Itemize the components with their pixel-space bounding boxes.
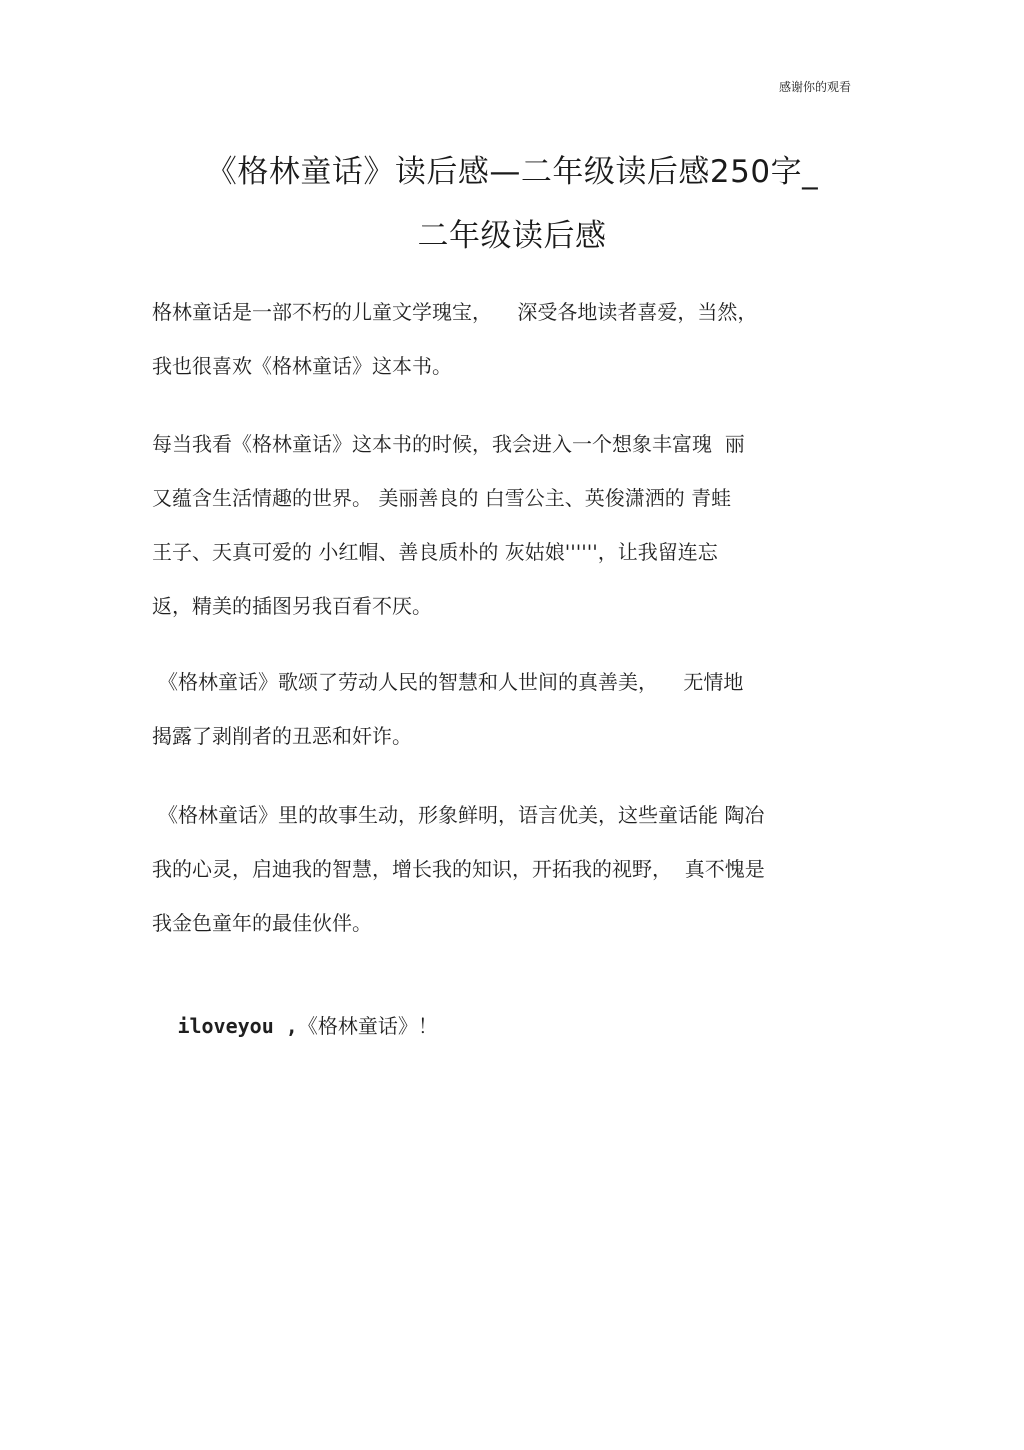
paragraph-line: 王子、天真可爱的 小红帽、善良质朴的 灰姑娘''''''，让我留连忘 <box>152 540 718 564</box>
header-note: 感谢你的观看 <box>779 80 852 94</box>
paragraph-line: 每当我看《格林童话》这本书的时候，我会进入一个想象丰富瑰 丽 <box>152 432 745 456</box>
paragraph-line: 揭露了剥削者的丑恶和奸诈。 <box>152 724 412 748</box>
paragraph-line: 返，精美的插图另我百看不厌。 <box>152 594 432 618</box>
document-title-line-1: 《格林童话》读后感—二年级读后感250字_ <box>205 154 819 190</box>
closing-english: iloveyou , <box>177 1014 298 1038</box>
paragraph-line: 我的心灵，启迪我的智慧，增长我的知识，开拓我的视野， 真不愧是 <box>152 857 765 881</box>
paragraph-line: 我金色童年的最佳伙伴。 <box>152 911 372 935</box>
paragraph-line: 格林童话是一部不朽的儿童文学瑰宝， 深受各地读者喜爱，当然， <box>152 300 758 324</box>
closing-line <box>152 990 438 1062</box>
paragraph-line: 又蕴含生活情趣的世界。 美丽善良的 白雪公主、英俊潇洒的 青蛙 <box>152 486 732 510</box>
closing-chinese: 《格林童话》！ <box>297 1014 438 1038</box>
paragraph-line: 我也很喜欢《格林童话》这本书。 <box>152 354 452 378</box>
paragraph-line: 《格林童话》里的故事生动，形象鲜明，语言优美，这些童话能 陶冶 <box>158 803 765 827</box>
document-title-line-2: 二年级读后感 <box>417 218 607 254</box>
paragraph-line: 《格林童话》歌颂了劳动人民的智慧和人世间的真善美， 无情地 <box>158 670 744 694</box>
